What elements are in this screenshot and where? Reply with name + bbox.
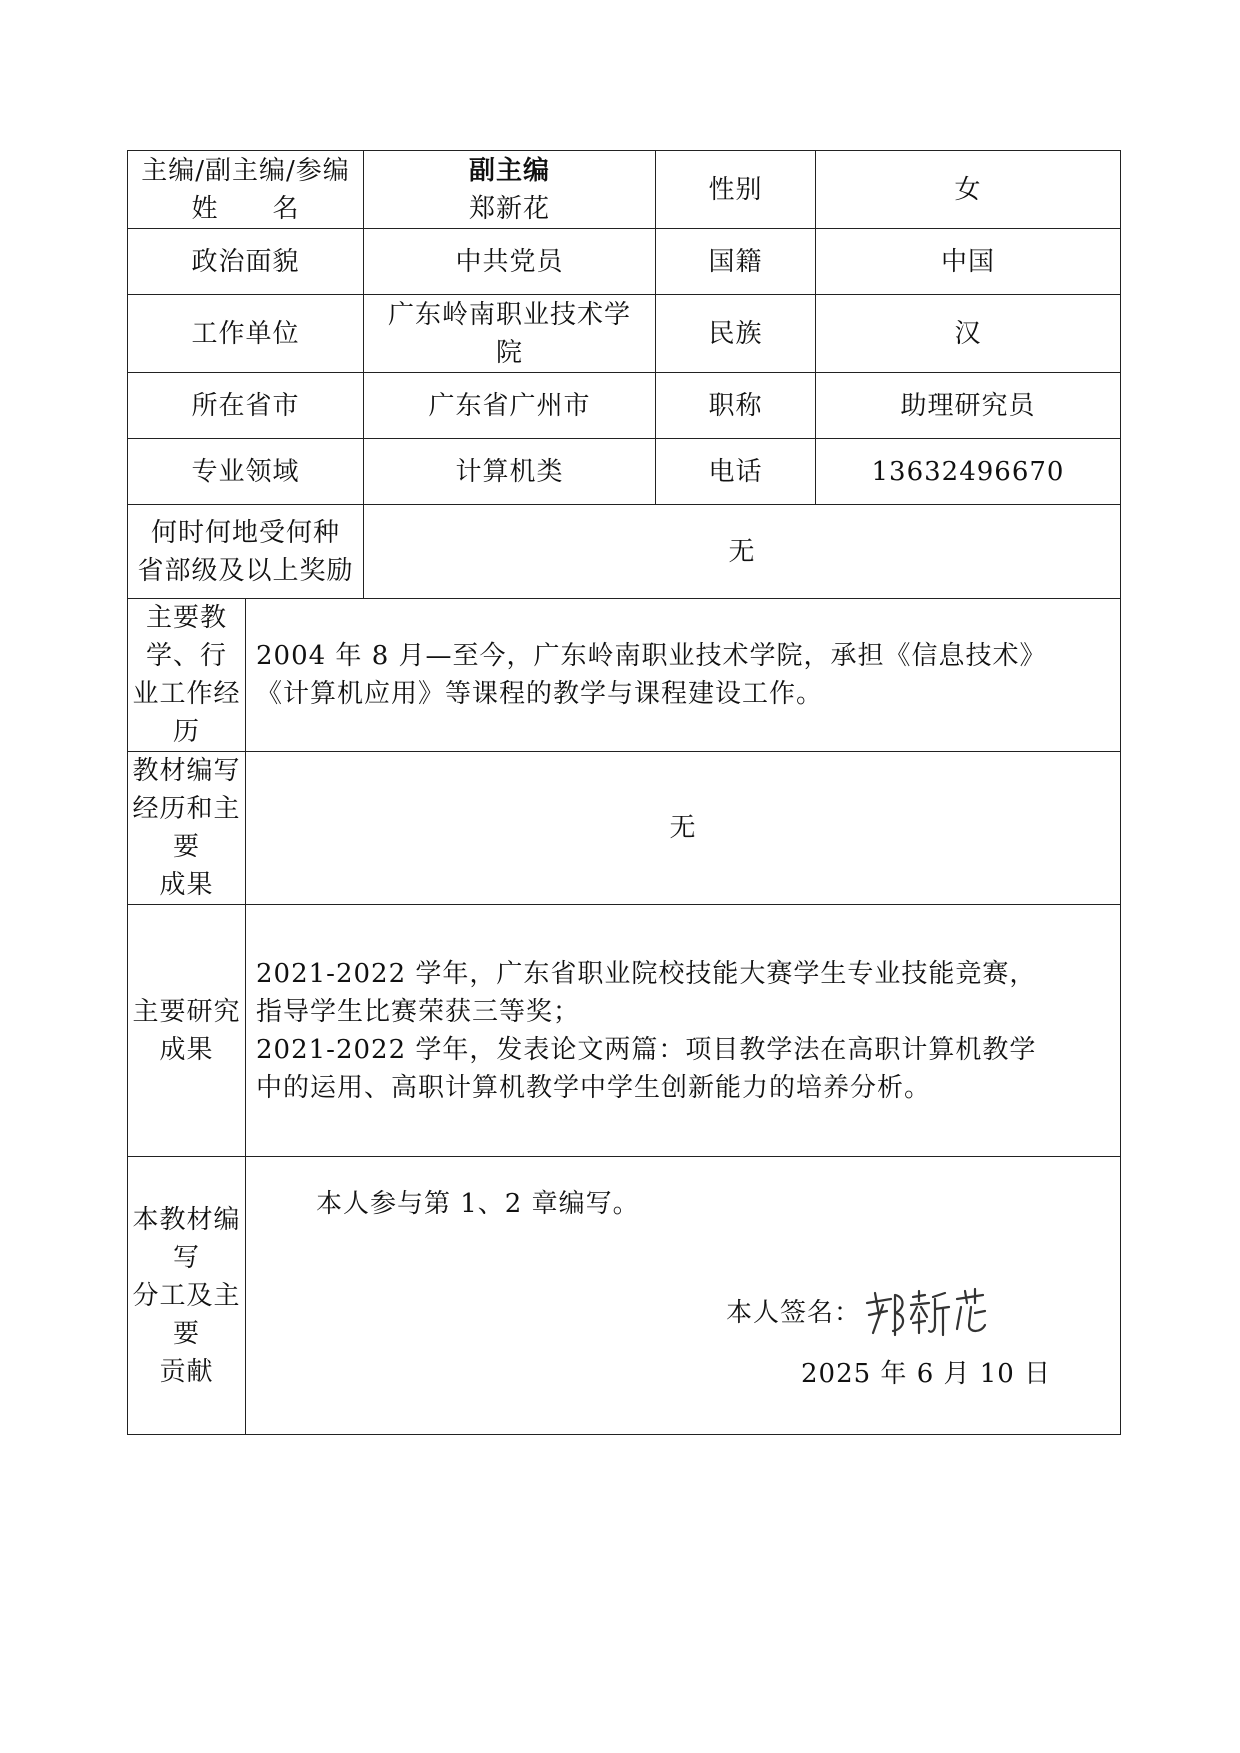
experience-label-line2: 业工作经历 bbox=[132, 679, 241, 747]
research-label bbox=[128, 905, 246, 1157]
contribution-cell bbox=[246, 1157, 1121, 1435]
textbook-label-line2: 经历和主要 bbox=[132, 794, 241, 862]
row-field bbox=[128, 439, 1121, 505]
field-label: 专业领域 bbox=[128, 439, 364, 505]
experience-line2: 《计算机应用》等课程的教学与课程建设工作。 bbox=[256, 679, 824, 709]
name-label-line2: 姓 名 bbox=[191, 193, 300, 224]
contribution-label-line2: 分工及主要 bbox=[132, 1280, 241, 1349]
row-contribution bbox=[128, 1157, 1121, 1435]
awards-label bbox=[128, 505, 364, 599]
work-unit-value bbox=[364, 295, 656, 373]
political-label: 政治面貌 bbox=[128, 229, 364, 295]
awards-label-line1: 何时何地受何种 bbox=[150, 517, 340, 548]
row-province bbox=[128, 373, 1121, 439]
political-value: 中共党员 bbox=[364, 229, 656, 295]
research-value bbox=[246, 905, 1121, 1157]
row-role-name bbox=[128, 151, 1121, 229]
ethnicity-value: 汉 bbox=[816, 295, 1121, 373]
contribution-label-line1: 本教材编写 bbox=[132, 1204, 241, 1273]
research-line4: 中的运用、高职计算机教学中学生创新能力的培养分析。 bbox=[256, 1072, 932, 1103]
textbook-label bbox=[128, 752, 246, 905]
gender-label: 性别 bbox=[656, 151, 816, 229]
role-name-label bbox=[128, 151, 364, 229]
handwritten-signature bbox=[861, 1285, 991, 1341]
work-unit-label: 工作单位 bbox=[128, 295, 364, 373]
research-line1: 2021-2022 学年，广东省职业院校技能大赛学生专业技能竞赛， bbox=[256, 958, 1037, 989]
row-political bbox=[128, 229, 1121, 295]
awards-value: 无 bbox=[364, 505, 1121, 599]
experience-label bbox=[128, 599, 246, 752]
work-unit-line2: 院 bbox=[495, 337, 523, 368]
row-work-unit bbox=[128, 295, 1121, 373]
row-research bbox=[128, 905, 1121, 1157]
signature-date: 2025 年 6 月 10 日 bbox=[801, 1359, 1052, 1389]
textbook-label-line3: 成果 bbox=[159, 870, 214, 900]
textbook-value: 无 bbox=[246, 752, 1121, 905]
awards-label-line2: 省部级及以上奖励 bbox=[137, 555, 354, 586]
role-value: 副主编 bbox=[468, 155, 550, 186]
ethnicity-label: 民族 bbox=[656, 295, 816, 373]
research-label-line1: 主要研究 bbox=[132, 996, 241, 1027]
name-value: 郑新花 bbox=[468, 193, 550, 224]
role-label-line1: 主编/副主编/参编 bbox=[141, 155, 350, 186]
row-awards bbox=[128, 505, 1121, 599]
title-label: 职称 bbox=[656, 373, 816, 439]
title-value: 助理研究员 bbox=[816, 373, 1121, 439]
nationality-value: 中国 bbox=[816, 229, 1121, 295]
author-info-table bbox=[127, 150, 1121, 1435]
role-name-value bbox=[364, 151, 656, 229]
phone-label: 电话 bbox=[656, 439, 816, 505]
work-unit-line1: 广东岭南职业技术学 bbox=[387, 299, 631, 330]
research-line3: 2021-2022 学年，发表论文两篇：项目教学法在高职计算机教学 bbox=[256, 1034, 1037, 1065]
province-label: 所在省市 bbox=[128, 373, 364, 439]
experience-line1: 2004 年 8 月—至今，广东岭南职业技术学院，承担《信息技术》 bbox=[256, 641, 1047, 671]
signature-row bbox=[726, 1285, 991, 1341]
nationality-label: 国籍 bbox=[656, 229, 816, 295]
contribution-value: 本人参与第 1、2 章编写。 bbox=[316, 1189, 640, 1219]
experience-value bbox=[246, 599, 1121, 752]
field-value: 计算机类 bbox=[364, 439, 656, 505]
contribution-label bbox=[128, 1157, 246, 1435]
research-line2: 指导学生比赛荣获三等奖； bbox=[256, 996, 581, 1027]
gender-value: 女 bbox=[816, 151, 1121, 229]
province-value: 广东省广州市 bbox=[364, 373, 656, 439]
phone-value: 13632496670 bbox=[816, 439, 1121, 505]
research-label-line2: 成果 bbox=[159, 1034, 214, 1065]
textbook-label-line1: 教材编写 bbox=[132, 756, 241, 786]
experience-label-line1: 主要教学、行 bbox=[145, 603, 227, 671]
contribution-label-line3: 贡献 bbox=[159, 1356, 214, 1387]
row-textbook bbox=[128, 752, 1121, 905]
row-experience bbox=[128, 599, 1121, 752]
signature-label: 本人签名： bbox=[726, 1298, 862, 1328]
